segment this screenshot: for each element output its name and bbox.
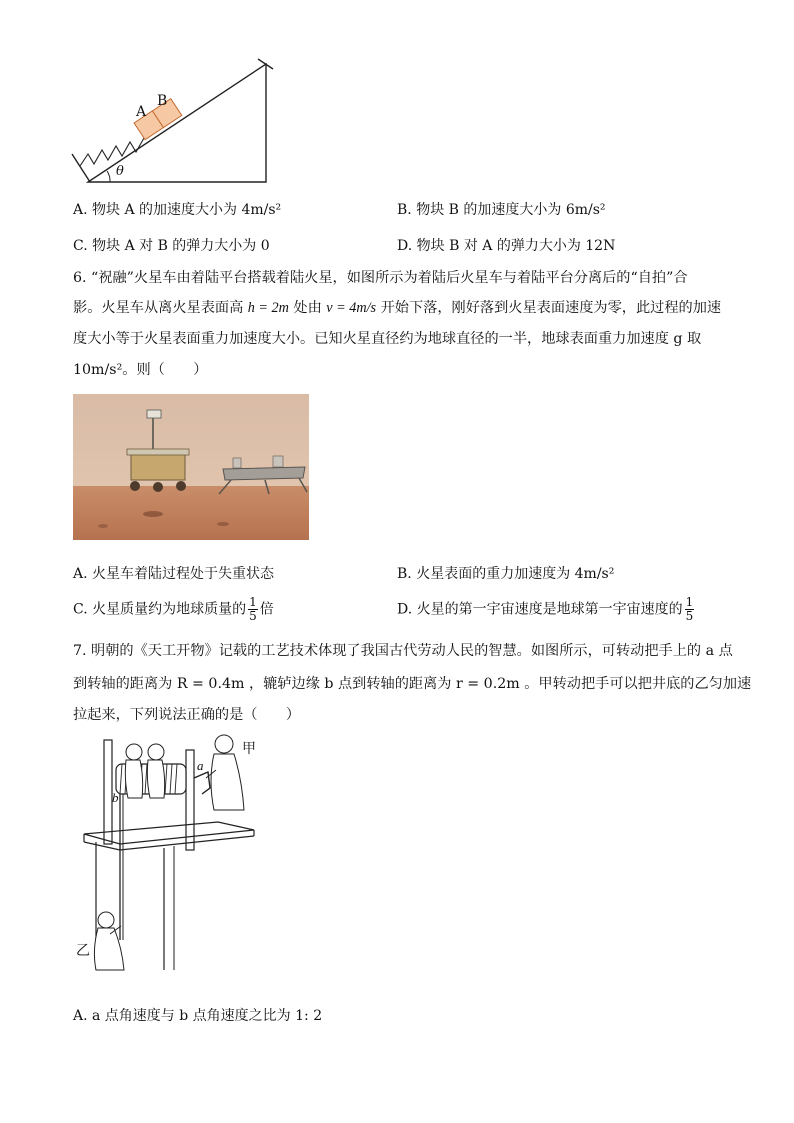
- angle-label: θ: [116, 164, 124, 179]
- label-jia: 甲: [242, 741, 256, 757]
- q6-line-3: 度大小等于火星表面重力加速度大小。已知火星直径约为地球直径的一半，地球表面重力加速度 g 取: [73, 331, 702, 347]
- block-label-a: A: [136, 104, 147, 120]
- q7-option-a: A. a 点角速度与 b 点角速度之比为 1: 2: [73, 1008, 323, 1024]
- q6-line-4: 10m/s²。则（ ）: [73, 362, 208, 378]
- label-yi: 乙: [76, 943, 90, 959]
- q6-option-d: D. 火星的第一宇宙速度是地球第一宇宙速度的 $\frac{1}{5}$: [397, 595, 694, 623]
- label-point-b: b: [112, 790, 119, 805]
- q7-line-2: 到转轴的距离为 R = 0.4m ，辘轳边缘 b 点到转轴的距离为 r = 0.2m 。甲转动把手可以把井底的乙匀加速: [73, 676, 752, 692]
- windlass-figure: [76, 730, 276, 980]
- q6-option-c: C. 火星质量约为地球质量的 $\frac{1}{5}$ 倍: [73, 595, 274, 623]
- q6-option-b: B. 火星表面的重力加速度为 4m/s²: [397, 566, 615, 582]
- mars-rover-photo: [73, 394, 309, 540]
- label-point-a: a: [197, 758, 204, 773]
- q7-line-3: 拉起来，下列说法正确的是（ ）: [73, 707, 301, 723]
- q5-option-c: C. 物块 A 对 B 的弹力大小为 0: [73, 238, 270, 254]
- q5-option-d: D. 物块 B 对 A 的弹力大小为 12N: [397, 238, 616, 254]
- q6-option-a: A. 火星车着陆过程处于失重状态: [73, 566, 275, 582]
- q6-line-1: 6. “祝融”火星车由着陆平台搭载着陆火星，如图所示为着陆后火星车与着陆平台分离后的“自拍”合: [73, 270, 688, 286]
- incline-figure: [70, 58, 280, 188]
- q5-option-a: A. 物块 A 的加速度大小为 4m/s²: [73, 202, 282, 218]
- q7-line-1: 7. 明朝的《天工开物》记载的工艺技术体现了我国古代劳动人民的智慧。如图所示，可转动把手上的 a 点: [73, 643, 733, 659]
- fraction-one-fifth: $\frac{1}{5}$: [249, 595, 257, 623]
- q5-option-b: B. 物块 B 的加速度大小为 6m/s²: [397, 202, 606, 218]
- block-label-b: B: [157, 93, 168, 109]
- fraction-one-fifth: $\frac{1}{5}$: [685, 595, 694, 623]
- q6-line-2: 影。火星车从离火星表面高 h = 2m 处由 v = 4m/s 开始下落，刚好落到火星表面速度为零，此过程的加速: [73, 300, 722, 316]
